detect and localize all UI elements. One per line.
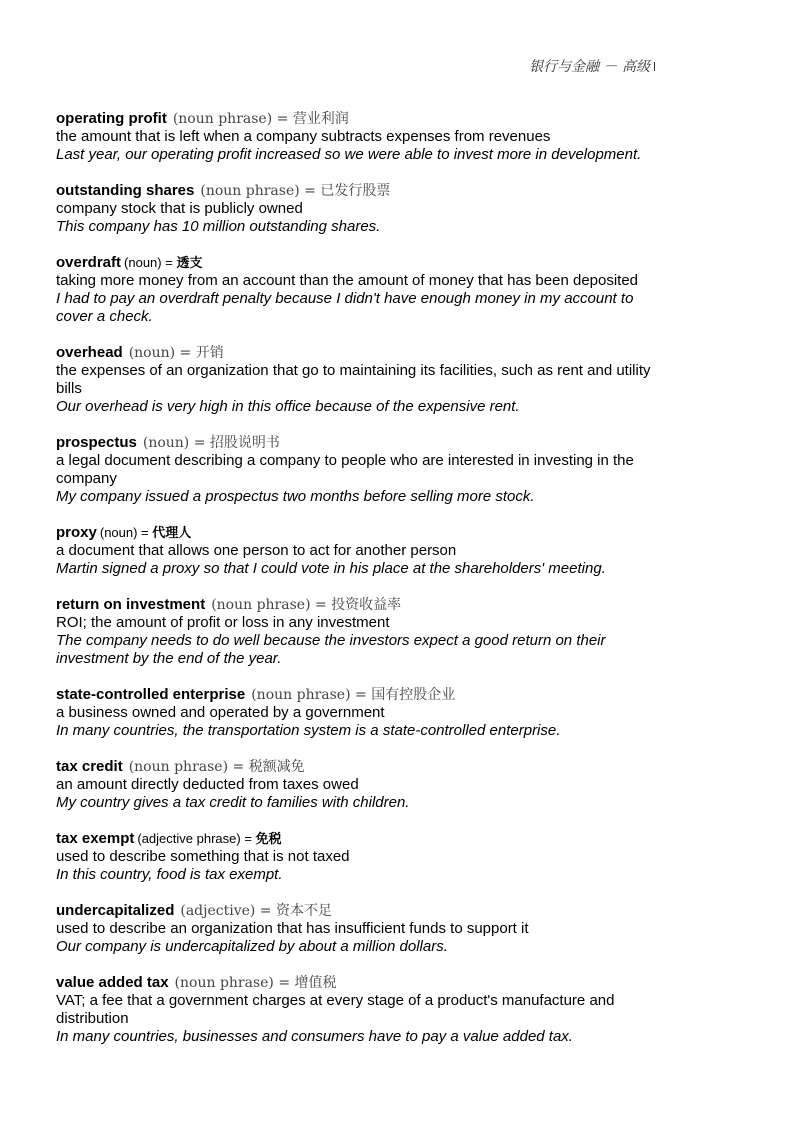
entry-heading [56, 686, 656, 704]
glossary-entry [56, 596, 656, 668]
entry-example: Last year, our operating profit increased so we were able to invest more in development. [56, 146, 642, 163]
entry-pos: (noun) = 透支 [124, 255, 203, 270]
entry-heading [56, 344, 656, 362]
entry-term: outstanding shares [56, 182, 195, 199]
entry-pos: (noun phrase) = 投资收益率 [211, 597, 402, 613]
entry-chinese: 税额减免 [248, 759, 305, 775]
entry-term: operating profit [56, 110, 167, 127]
entry-heading [56, 182, 656, 200]
entry-chinese: 开销 [195, 345, 224, 361]
entry-definition: used to describe an organization that has insufficient funds to support it [56, 920, 529, 937]
entry-heading [56, 110, 656, 128]
entry-heading [56, 254, 656, 272]
entry-example: In many countries, the transportation system is a state-controlled enterprise. [56, 722, 561, 739]
entry-example: In this country, food is tax exempt. [56, 866, 283, 883]
entry-chinese: 代理人 [152, 525, 192, 540]
entry-term: state-controlled enterprise [56, 686, 246, 703]
entry-pos: (noun phrase) = 税额减免 [128, 759, 305, 775]
entry-example: Our company is undercapitalized by about a million dollars. [56, 938, 448, 955]
glossary-entry [56, 974, 656, 1046]
entry-heading [56, 974, 656, 992]
entry-heading [56, 524, 656, 542]
header-mark [654, 62, 655, 71]
entry-term: overhead [56, 344, 123, 361]
glossary-entry [56, 254, 656, 326]
glossary-entry [56, 686, 656, 740]
entry-example: The company needs to do well because the investors expect a good return on their investment by the end of the year. [56, 632, 606, 667]
entry-definition: a legal document describing a company to people who are interested in investing in the company [56, 452, 634, 487]
entry-pos: (noun) = 开销 [128, 345, 224, 361]
entry-example: Our overhead is very high in this office because of the expensive rent. [56, 398, 520, 415]
entry-heading [56, 596, 656, 614]
entry-pos: (adjective) = 资本不足 [180, 903, 332, 919]
entry-chinese: 投资收益率 [331, 597, 402, 613]
entry-chinese: 已发行股票 [320, 183, 391, 199]
entry-example: Martin signed a proxy so that I could vote in his place at the shareholders' meeting. [56, 560, 606, 577]
entry-term: undercapitalized [56, 902, 175, 919]
entry-heading [56, 830, 656, 848]
entry-chinese: 营业利润 [292, 111, 349, 127]
entry-definition: a business owned and operated by a government [56, 704, 385, 721]
entry-definition: an amount directly deducted from taxes owed [56, 776, 359, 793]
entry-chinese: 增值税 [294, 975, 337, 991]
entry-definition: the amount that is left when a company subtracts expenses from revenues [56, 128, 551, 145]
glossary-entry [56, 434, 656, 506]
entry-definition: a document that allows one person to act for another person [56, 542, 457, 559]
glossary-entry [56, 110, 656, 164]
entry-definition: the expenses of an organization that go to maintaining its facilities, such as rent and utility bills [56, 362, 651, 397]
entry-chinese: 国有控股企业 [371, 687, 456, 703]
entry-heading [56, 758, 656, 776]
entry-definition: taking more money from an account than the amount of money that has been deposited [56, 272, 639, 289]
entry-example: This company has 10 million outstanding shares. [56, 218, 381, 235]
page-header: 银行与金融 － 高级 [529, 59, 650, 75]
entry-chinese: 资本不足 [276, 903, 332, 919]
glossary-entry [56, 344, 656, 416]
entry-term: prospectus [56, 434, 137, 451]
entry-definition: ROI; the amount of profit or loss in any investment [56, 614, 390, 631]
glossary-entry [56, 902, 656, 956]
entry-pos: (noun) = 招股说明书 [142, 435, 280, 451]
entry-term: proxy [56, 524, 97, 541]
entry-pos: (noun phrase) = 增值税 [174, 975, 337, 991]
entry-pos: (noun phrase) = 营业利润 [172, 111, 349, 127]
glossary-entry [56, 524, 656, 578]
entry-term: overdraft [56, 254, 122, 271]
entry-chinese: 免税 [255, 831, 282, 846]
entry-definition: company stock that is publicly owned [56, 200, 303, 217]
entry-heading [56, 902, 656, 920]
glossary-entry [56, 182, 656, 236]
glossary-entry [56, 830, 656, 884]
entry-example: In many countries, businesses and consumers have to pay a value added tax. [56, 1028, 573, 1045]
entry-example: My country gives a tax credit to families with children. [56, 794, 410, 811]
entry-pos: (noun phrase) = 国有控股企业 [251, 687, 456, 703]
entry-definition: VAT; a fee that a government charges at every stage of a product's manufacture and distribution [56, 992, 615, 1027]
entry-chinese: 透支 [176, 255, 203, 270]
entry-term: tax credit [56, 758, 123, 775]
entry-chinese: 招股说明书 [209, 435, 280, 451]
entry-pos: (noun phrase) = 已发行股票 [200, 183, 391, 199]
entry-pos: (noun) = 代理人 [99, 525, 192, 540]
entry-term: tax exempt [56, 830, 135, 847]
entry-example: My company issued a prospectus two months before selling more stock. [56, 488, 535, 505]
glossary-list [56, 110, 656, 1064]
glossary-entry [56, 758, 656, 812]
entry-definition: used to describe something that is not taxed [56, 848, 350, 865]
entry-term: return on investment [56, 596, 206, 613]
entry-pos: (adjective phrase) = 免税 [137, 831, 282, 846]
entry-term: value added tax [56, 974, 169, 991]
entry-example: I had to pay an overdraft penalty because I didn't have enough money in my account to cover a check. [56, 290, 634, 325]
entry-heading [56, 434, 656, 452]
